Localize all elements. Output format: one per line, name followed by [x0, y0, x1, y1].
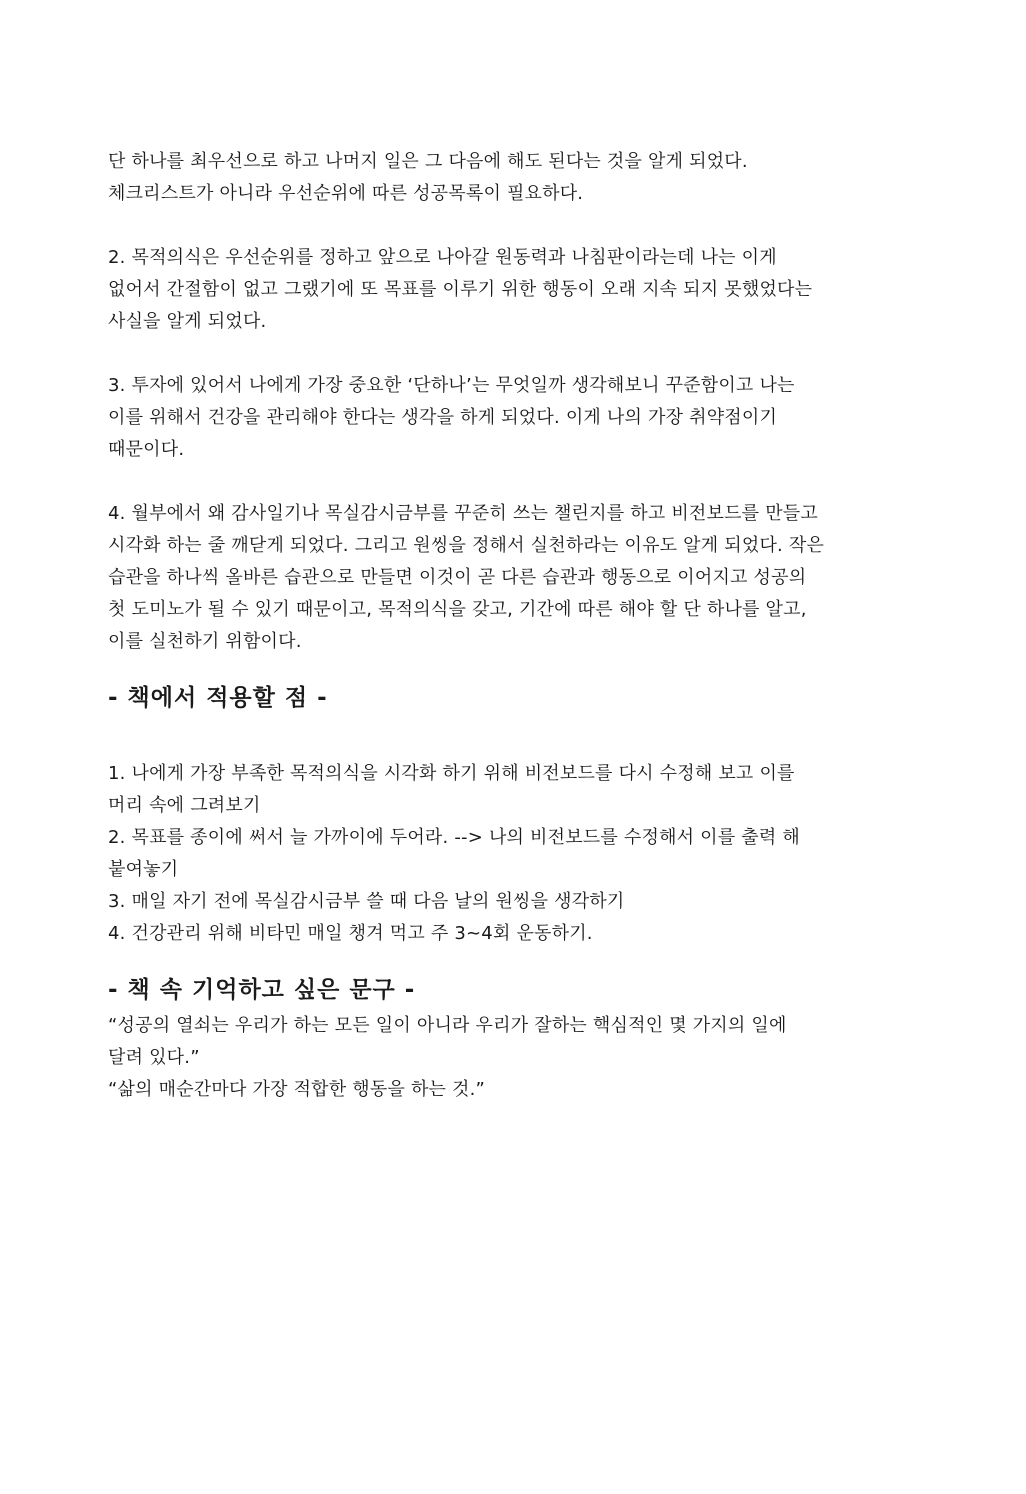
paragraph-line: 이를 위해서 건강을 관리해야 한다는 생각을 하게 되었다. 이게 나의 가장 취약점이기	[108, 407, 778, 428]
quote-line: 달려 있다.”	[108, 1047, 200, 1068]
list-item-line: 1. 나에게 가장 부족한 목적의식을 시각화 하기 위해 비전보드를 다시 수정해 보고 이를	[108, 763, 795, 784]
paragraph-spacer	[108, 466, 938, 498]
list-item-line: 2. 목표를 종이에 써서 늘 가까이에 두어라. --> 나의 비전보드를 수정해서 이를 출력 해	[108, 827, 800, 848]
paragraph-line: 때문이다.	[108, 439, 185, 460]
quote-line: “삶의 매순간마다 가장 적합한 행동을 하는 것.”	[108, 1079, 486, 1100]
paragraph-line: 4. 월부에서 왜 감사일기나 목실감시금부를 꾸준히 쓰는 챌린지를 하고 비전보드를 만들고	[108, 503, 818, 524]
apply-section-heading: - 책에서 적용할 점 -	[108, 685, 328, 711]
paragraph-line: 사실을 알게 되었다.	[108, 311, 267, 332]
point-2-paragraph	[108, 242, 938, 338]
paragraph-spacer	[108, 210, 938, 242]
point-4-paragraph	[108, 498, 938, 658]
section-spacer	[108, 658, 938, 678]
section-spacer	[108, 718, 938, 758]
paragraph-line: 시각화 하는 줄 깨닫게 되었다. 그리고 원씽을 정해서 실천하라는 이유도 알게 되었다. 작은	[108, 535, 825, 556]
paragraph-line: 이를 실천하기 위함이다.	[108, 631, 302, 652]
intro-paragraph	[108, 146, 938, 210]
quotes-section-heading: - 책 속 기억하고 싶은 문구 -	[108, 977, 416, 1003]
paragraph-line: 2. 목적의식은 우선순위를 정하고 앞으로 나아갈 원동력과 나침판이라는데 나는 이게	[108, 247, 777, 268]
point-3-paragraph	[108, 370, 938, 466]
paragraph-line: 체크리스트가 아니라 우선순위에 따른 성공목록이 필요하다.	[108, 183, 584, 204]
document-page	[108, 146, 938, 1106]
list-item-line: 4. 건강관리 위해 비타민 매일 챙겨 먹고 주 3~4회 운동하기.	[108, 923, 593, 944]
apply-list	[108, 758, 938, 950]
paragraph-line: 첫 도미노가 될 수 있기 때문이고, 목적의식을 갖고, 기간에 따른 해야 할 단 하나를 알고,	[108, 599, 807, 620]
paragraph-line: 습관을 하나씩 올바른 습관으로 만들면 이것이 곧 다른 습관과 행동으로 이어지고 성공의	[108, 567, 807, 588]
section-spacer	[108, 950, 938, 970]
paragraph-line: 없어서 간절함이 없고 그랬기에 또 목표를 이루기 위한 행동이 오래 지속 되지 못했었다는	[108, 279, 813, 300]
quote-line: “성공의 열쇠는 우리가 하는 모든 일이 아니라 우리가 잘하는 핵심적인 몇 가지의 일에	[108, 1015, 787, 1036]
list-item-line: 머리 속에 그려보기	[108, 795, 261, 816]
list-item-line: 3. 매일 자기 전에 목실감시금부 쓸 때 다음 날의 원씽을 생각하기	[108, 891, 625, 912]
paragraph-spacer	[108, 338, 938, 370]
list-item-line: 붙여놓기	[108, 859, 179, 880]
paragraph-line: 3. 투자에 있어서 나에게 가장 중요한 ‘단하나’는 무엇일까 생각해보니 꾸준함이고 나는	[108, 375, 795, 396]
quotes-list	[108, 1010, 938, 1106]
paragraph-line: 단 하나를 최우선으로 하고 나머지 일은 그 다음에 해도 된다는 것을 알게 되었다.	[108, 151, 748, 172]
